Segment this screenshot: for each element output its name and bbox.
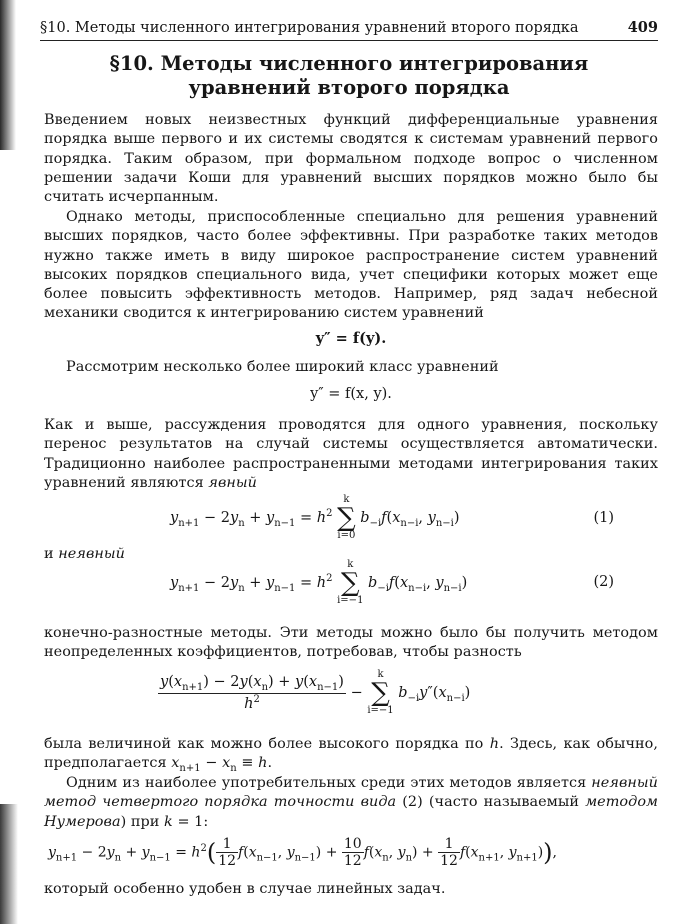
paragraph-numerov: Одним из наиболее употребительных среди этих методов является неявный метод четвертого порядка точности вида (2) (часто называемый методом Нумерова) при k = 1: (44, 775, 659, 830)
equation-2-number: (2) (593, 574, 614, 590)
paragraph-intro: Введением новых неизвестных функций дифференциальные уравнения порядка выше первого и их системы сводятся к системам уравнений первого порядка. Таким образом, при формальном подходе вопрос о численном решении задачи Коши для уравнений высших порядков можно было бы считать исчерпанным. (44, 112, 658, 206)
equation-numerov: $y_{n+1} - 2y_n + y_{n-1} = h^2$( $\frac{1}{12}$ $f(x_{n-1}$, $y_{n-1}$) + $\frac{10}{12}$ $f(x_n$, $y_n$) + $\frac{1}{12}$ $f(x_{n+1}$, $y_{n+1}$)), (48, 836, 557, 869)
running-title: §10. Методы численного интегрирования уравнений второго порядка (40, 20, 579, 36)
section-title (40, 52, 658, 100)
equation-scalar: y″ = f(x, y). (310, 386, 392, 402)
scan-shadow-top (0, 0, 16, 150)
paragraph-consider: Рассмотрим несколько более широкий класс уравнений (66, 359, 499, 375)
equation-vector: y″ = f(y). (315, 330, 387, 347)
paragraph-and-implicit: и неявный (44, 546, 125, 562)
running-header (40, 17, 658, 39)
section-title-line2: уравнений второго порядка (188, 76, 510, 99)
paragraph-methods: Однако методы, приспособленные специально для решения уравнений высших порядков, часто более эффективны. При разработке таких методов нужно также иметь в виду широкое распространение систем уравнений высоких порядков специального вида, учет специфики которых может еще более повысить эффективность методов. Например, ряд задач небесной механики сводится к интегрированию систем уравнений (44, 209, 658, 322)
equation-1: $y_{n+1} - 2y_n + y_{n-1} = h^2$ k ∑ i=0 $b_{-i}f(x_{n-i}$, $y_{n-i}$) (170, 494, 460, 541)
equation-difference: $\frac{y(x_{n+1}) - 2y(x_n) + y(x_{n-1})}{h^2}$ − k ∑ i=−1 $b_{-i}y''(x_{n-i})$ (160, 669, 471, 716)
paragraph-reasoning (44, 416, 658, 493)
paragraph-finite-difference: конечно-разностные методы. Эти методы можно было бы получить методом неопределенных коэффициентов, потребовав, чтобы разность (44, 625, 658, 661)
method-name: неявный метод четвертого порядка точности вида (44, 775, 658, 811)
page-number: 409 (627, 19, 658, 36)
numerov-name: методом Нумерова (44, 794, 659, 830)
paragraph-order: была величиной как можно более высокого порядка по h. Здесь, как обычно, предполагается $x_{n+1} - x_n \equiv h$. (44, 736, 658, 775)
scan-shadow-bottom (0, 804, 18, 924)
equation-1-number: (1) (593, 510, 614, 526)
section-title-line1: §10. Методы численного интегрирования (109, 52, 589, 75)
implicit-word: неявный (58, 546, 125, 562)
equation-2: $y_{n+1} - 2y_n + y_{n-1} = h^2$ k ∑ i=−1 $b_{-i}f(x_{n-i}$, $y_{n-i}$) (170, 559, 468, 606)
header-rule (40, 40, 658, 41)
explicit-word: явный (208, 474, 257, 491)
reasoning-text: Как и выше, рассуждения проводятся для одного уравнения, поскольку перенос результатов на случай системы осуществляется автоматически. Традиционно наиболее распространенными методами интегрирования таких уравнений являются (44, 417, 658, 491)
paragraph-linear: который особенно удобен в случае линейных задач. (44, 881, 446, 897)
